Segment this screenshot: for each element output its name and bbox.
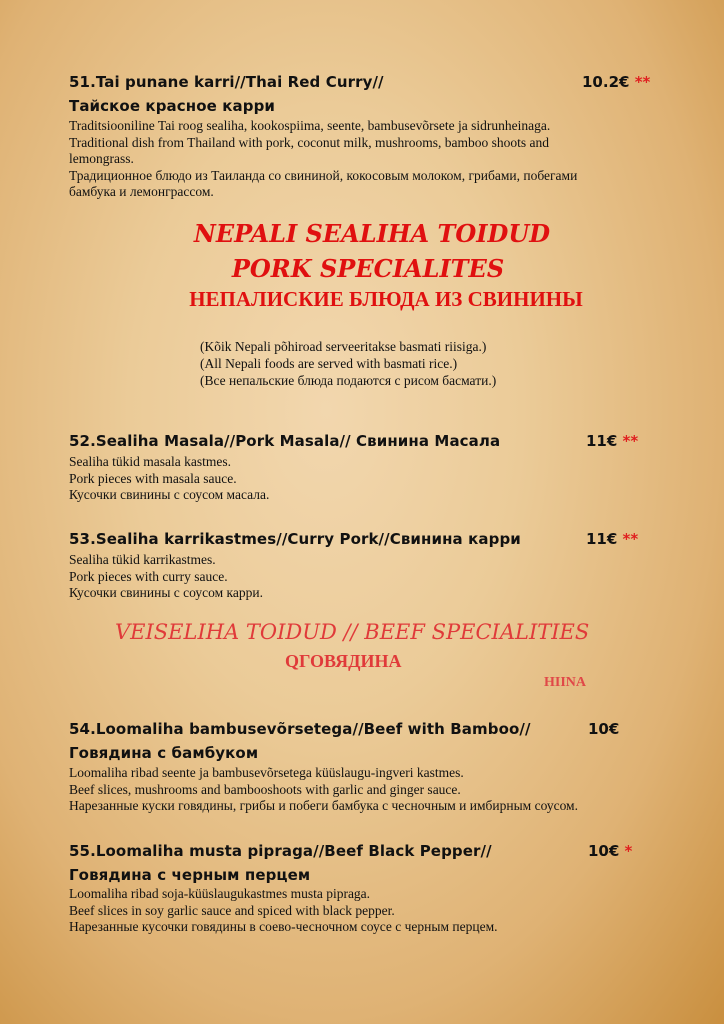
rice-note-line: (Kõik Nepali põhiroad serveeritakse basmati riisiga.) [200,339,487,354]
dish-51-title: 51.Tai punane karri//Thai Red Curry// [69,73,384,91]
dish-55-description [69,886,498,936]
rice-note-line: (Все непальские блюда подаются с рисом басмати.) [200,373,497,388]
rice-note [200,338,496,389]
dish-52-desc-line: Pork pieces with masala sauce. [69,470,237,486]
dish-53-desc-line: Pork pieces with curry sauce. [69,568,228,584]
pork-heading-en: PORK SPECIALITES [231,254,505,283]
dish-54-price-value: 10€ [588,720,620,738]
dish-55-desc-line: Нарезанные кусочки говядины в соево-чесночном соусе с черным перцем. [69,919,498,934]
dish-53-desc-line: Sealiha tükid karrikastmes. [69,552,216,567]
china-label: HIINA [544,675,587,690]
dish-51-desc-line: Традиционное блюдо из Таиланда со свининой, кокосовым молоком, грибами, побегами [69,167,578,183]
dish-55-price [588,842,632,860]
pork-heading-et: NEPALI SEALIHA TOIDUD [193,219,551,248]
rice-note-line: (All Nepali foods are served with basmati rice.) [200,356,458,371]
dish-52-desc-line: Кусочки свинины с соусом масала. [69,487,270,502]
dish-53-description [69,552,263,602]
dish-51-desc-line: бамбука и лемонграссом. [69,184,214,199]
dish-51-price-value: 10.2€ [582,73,630,91]
beef-heading: VEISELIHA TOIDUD // BEEF SPECIALITIES [115,620,590,644]
dish-53-desc-line: Кусочки свинины с соусом карри. [69,585,263,600]
beef-heading-ru: QГОВЯДИНА [285,651,402,671]
pork-heading-ru: НЕПАЛИСКИЕ БЛЮДА ИЗ СВИНИНЫ [189,287,583,311]
dish-53-price-value: 11€ [586,530,618,548]
dish-55-desc-line: Loomaliha ribad soja-küüslaugukastmes musta pipraga. [69,886,371,901]
dish-53-price [586,530,638,548]
dish-55-title-ru: Говядина с черным перцем [69,866,311,884]
dish-55-desc-line: Beef slices in soy garlic sauce and spiced with black pepper. [69,902,395,918]
dish-54-desc-line: Нарезанные куски говядины, грибы и побеги бамбука с чесночным и имбирным соусом. [69,798,578,813]
dish-54-title: 54.Loomaliha bambusevõrsetega//Beef with Bamboo// [69,720,531,738]
dish-55-title: 55.Loomaliha musta pipraga//Beef Black Pepper// [69,842,492,860]
dish-52-spice-stars: ** [622,432,639,450]
dish-51-desc-line: lemongrass. [69,151,134,166]
dish-51-desc-line: Traditional dish from Thailand with pork, coconut milk, mushrooms, bamboo shoots and [69,134,549,150]
dish-52-description [69,454,269,504]
dish-54-desc-line: Loomaliha ribad seente ja bambusevõrsetega küüslaugu-ingveri kastmes. [69,765,464,780]
dish-51-description [69,118,577,201]
dish-53-title: 53.Sealiha karrikastmes//Curry Pork//Свинина карри [69,530,521,548]
dish-51-spice-stars: ** [634,73,651,91]
dish-52-price-value: 11€ [586,432,618,450]
dish-51-price [582,73,650,91]
dish-54-desc-line: Beef slices, mushrooms and bambooshoots with garlic and ginger sauce. [69,781,461,797]
dish-55-spice-stars: * [624,842,633,860]
dish-51-title-ru: Тайское красное карри [69,97,276,115]
dish-55-price-value: 10€ [588,842,620,860]
dish-51-desc-line: Traditsiooniline Tai roog sealiha, kookospiima, seente, bambusevõrsete ja sidrunheinaga. [69,118,551,133]
dish-54-title-ru: Говядина с бамбуком [69,744,259,762]
dish-52-price [586,432,638,450]
dish-52-title: 52.Sealiha Masala//Pork Masala// Свинина Масала [69,432,501,450]
dish-53-spice-stars: ** [622,530,639,548]
dish-52-desc-line: Sealiha tükid masala kastmes. [69,454,231,469]
dish-54-description [69,765,578,815]
dish-54-price [588,720,619,738]
